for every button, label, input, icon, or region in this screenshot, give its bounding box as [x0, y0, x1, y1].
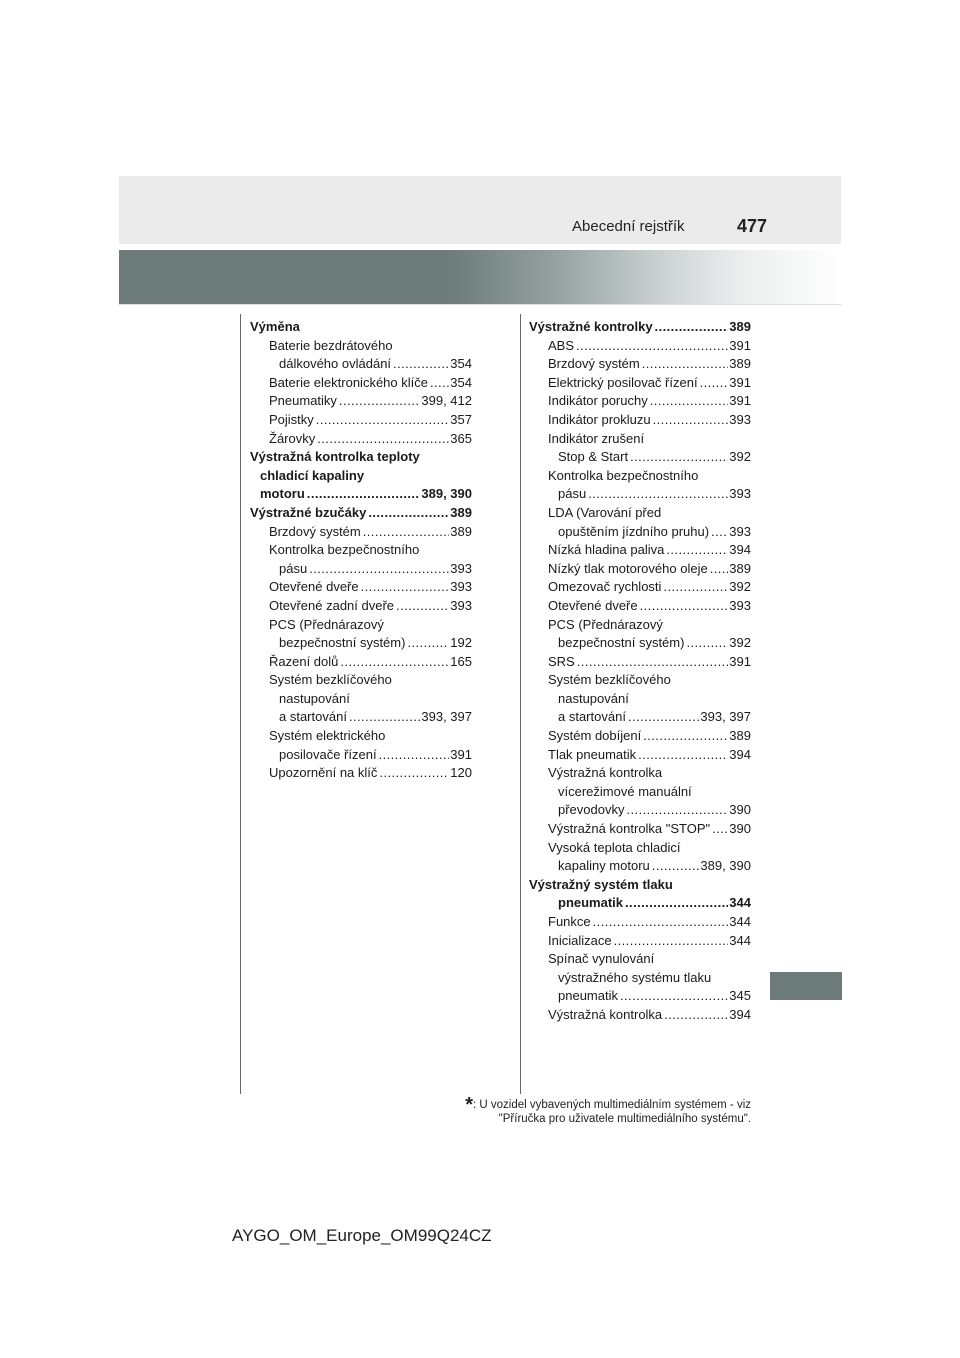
index-entry [250, 448, 472, 467]
index-entry-label: Otevřené dveře . . . [548, 598, 751, 613]
page-number: 477 [737, 216, 768, 236]
index-column-left [250, 318, 472, 783]
index-entry [250, 467, 472, 486]
index-entry [250, 337, 472, 356]
index-entry-page: 354 [449, 355, 472, 374]
index-entry-label: Systém bezklíčového [548, 672, 671, 688]
index-entry-page: 393, 397 [699, 708, 751, 727]
footnote-line-2: "Příručka pro uživatele multimediálního systému". [498, 1113, 751, 1125]
index-entry-page: 393 [449, 578, 472, 597]
index-entry-page: 389 [728, 560, 751, 579]
index-entry [529, 634, 751, 653]
index-entry-label: bezpečnostní systém) . . . [558, 635, 751, 650]
index-entry-page: 357 [449, 411, 472, 430]
index-entry-page: 192 [449, 634, 472, 653]
index-entry-page: 399, 412 [420, 392, 472, 411]
index-entry-label: Upozornění na klíč . . . [269, 765, 472, 780]
index-entry [250, 764, 472, 783]
index-column-right [529, 318, 751, 1025]
index-entry-label: Baterie bezdrátového [269, 337, 393, 353]
index-entry-label: nastupování [279, 690, 350, 706]
index-entry [250, 578, 472, 597]
index-entry-label: Žárovky . . . [269, 431, 472, 446]
index-entry-page: 344 [728, 894, 751, 913]
index-entry-page: 394 [728, 746, 751, 765]
index-entry-page: 354 [449, 374, 472, 393]
index-entry [529, 820, 751, 839]
index-entry-label: opuštěním jízdního pruhu) . . . [558, 524, 751, 539]
index-entry [250, 430, 472, 449]
index-entry [250, 541, 472, 560]
index-entry-label: pásu . . . [279, 561, 472, 576]
index-entry-page: 391 [728, 374, 751, 393]
index-entry [250, 634, 472, 653]
index-entry [250, 318, 472, 337]
index-entry [529, 578, 751, 597]
index-entry-label: Výstražný systém tlaku [529, 876, 673, 892]
index-entry [529, 411, 751, 430]
index-entry [529, 430, 751, 449]
index-entry [250, 746, 472, 765]
index-entry-label: Pneumatiky . . . [269, 393, 472, 408]
index-entry-label: posilovače řízení . . . [279, 747, 472, 762]
index-entry-label: dálkového ovládání . . . [279, 356, 472, 371]
index-entry [529, 708, 751, 727]
index-entry [529, 318, 751, 337]
index-entry-page: 391 [728, 653, 751, 672]
index-entry-page: 393 [728, 411, 751, 430]
index-entry-label: Výstražná kontrolka [548, 765, 663, 781]
index-entry [529, 448, 751, 467]
footnote [465, 1094, 751, 1126]
index-entry-page: 393 [728, 597, 751, 616]
header-gradient-band [119, 250, 841, 304]
index-entry-page: 389 [728, 318, 751, 337]
index-entry-label: Řazení dolů . . . [269, 654, 472, 669]
index-entry-label: Nízká hladina paliva . . . [548, 542, 751, 557]
index-entry-page: 393 [449, 597, 472, 616]
index-entry-label: Funkce . . . [548, 914, 751, 929]
index-entry-label: pneumatik . . . [558, 988, 751, 1003]
index-entry [529, 523, 751, 542]
index-entry-page: 392 [728, 578, 751, 597]
index-entry-label: Stop & Start . . . [558, 449, 751, 464]
document-id: AYGO_OM_Europe_OM99Q24CZ [232, 1226, 492, 1245]
index-entry-label: pásu . . . [558, 486, 751, 501]
index-entry [529, 616, 751, 635]
index-entry-label: převodovky . . . [558, 802, 751, 817]
index-entry-page: 389 [449, 523, 472, 542]
index-entry [529, 485, 751, 504]
index-entry-page: 394 [728, 1006, 751, 1025]
index-entry-label: Nízký tlak motorového oleje . . . [548, 561, 751, 576]
index-entry [529, 839, 751, 858]
index-entry-page: 391 [728, 337, 751, 356]
index-entry [250, 374, 472, 393]
index-entry-label: Inicializace . . . [548, 933, 751, 948]
index-entry [529, 1006, 751, 1025]
index-entry-page: 391 [449, 746, 472, 765]
index-entry-label: Výstražná kontrolka . . . [548, 1007, 751, 1022]
footnote-line-1: : U vozidel vybavených multimediálním systémem - viz [473, 1099, 751, 1111]
index-entry-page: 120 [449, 764, 472, 783]
index-entry-page: 392 [728, 634, 751, 653]
index-entry [250, 727, 472, 746]
index-entry-page: 344 [728, 913, 751, 932]
index-entry [250, 671, 472, 690]
index-entry [529, 950, 751, 969]
index-entry [529, 467, 751, 486]
chapter-tab [770, 972, 842, 1000]
index-entry [529, 337, 751, 356]
header-divider [119, 304, 841, 305]
index-entry [250, 355, 472, 374]
index-entry-page: 390 [728, 801, 751, 820]
index-entry-label: nastupování [558, 690, 629, 706]
index-entry-page: 393 [728, 523, 751, 542]
index-entry [250, 560, 472, 579]
index-entry [529, 560, 751, 579]
index-entry-label: Omezovač rychlosti . . . [548, 579, 751, 594]
index-entry-label: Spínač vynulování [548, 951, 655, 967]
index-entry-label: Pojistky . . . [269, 412, 472, 427]
index-entry-page: 344 [728, 932, 751, 951]
index-entry-label: motoru . . . [260, 486, 472, 501]
index-entry [250, 392, 472, 411]
index-entry-label: Výstražné kontrolky . . . [529, 319, 751, 334]
index-entry [529, 746, 751, 765]
index-entry-label: Výstražná kontrolka teploty [250, 449, 420, 465]
index-entry-label: ABS . . . [548, 338, 751, 353]
index-entry-page: 345 [728, 987, 751, 1006]
footnote-marker: * [465, 1094, 473, 1116]
index-entry-label: Systém bezklíčového [269, 672, 392, 688]
index-entry-page: 391 [728, 392, 751, 411]
column-rule-left [240, 314, 241, 1094]
index-entry-label: Otevřené zadní dveře . . . [269, 598, 472, 613]
index-entry-page: 390 [728, 820, 751, 839]
index-entry-label: PCS (Přednárazový [548, 616, 663, 632]
index-entry [529, 969, 751, 988]
index-entry [529, 597, 751, 616]
index-entry-page: 394 [728, 541, 751, 560]
index-entry [529, 504, 751, 523]
index-entry [529, 857, 751, 876]
index-entry [529, 727, 751, 746]
index-entry-page: 389 [449, 504, 472, 523]
index-entry-label: bezpečnostní systém) . . . [279, 635, 472, 650]
index-entry [529, 783, 751, 802]
index-entry [529, 801, 751, 820]
index-entry [250, 653, 472, 672]
index-entry [529, 653, 751, 672]
index-entry [529, 932, 751, 951]
index-entry-page: 389, 390 [420, 485, 472, 504]
section-title: Abecední rejstřík [572, 218, 685, 235]
index-entry-page: 165 [449, 653, 472, 672]
index-entry-label: Kontrolka bezpečnostního [269, 542, 420, 558]
index-entry-label: Výstražná kontrolka "STOP" . . . [548, 821, 751, 836]
index-entry-label: chladicí kapaliny [260, 467, 365, 483]
index-entry-label: Vysoká teplota chladicí [548, 839, 681, 855]
index-entry-label: a startování . . . [279, 709, 472, 724]
index-entry [250, 690, 472, 709]
index-entry-label: a startování . . . [558, 709, 751, 724]
index-entry-page: 389, 390 [699, 857, 751, 876]
index-entry-label: Systém elektrického [269, 728, 386, 744]
index-entry-label: Kontrolka bezpečnostního [548, 467, 699, 483]
index-entry-label: Otevřené dveře . . . [269, 579, 472, 594]
index-entry [529, 987, 751, 1006]
index-entry-label: Výstražné bzučáky . . . [250, 505, 472, 520]
index-entry-label: Výměna [250, 319, 300, 334]
index-entry-page: 389 [728, 727, 751, 746]
index-entry-label: Tlak pneumatik . . . [548, 747, 751, 762]
index-entry [529, 541, 751, 560]
index-entry [529, 913, 751, 932]
index-entry [529, 764, 751, 783]
index-entry-label: Indikátor poruchy . . . [548, 393, 751, 408]
index-entry [250, 485, 472, 504]
index-entry-label: PCS (Přednárazový [269, 616, 384, 632]
index-entry-page: 392 [728, 448, 751, 467]
index-entry-label: SRS . . . [548, 654, 751, 669]
index-entry-label: Systém dobíjení . . . [548, 728, 751, 743]
index-entry [529, 374, 751, 393]
index-entry [250, 523, 472, 542]
index-entry-label: Elektrický posilovač řízení . . . [548, 375, 751, 390]
index-entry [250, 616, 472, 635]
index-entry-page: 393 [449, 560, 472, 579]
index-entry-label: Brzdový systém . . . [548, 356, 751, 371]
index-entry-label: výstražného systému tlaku [558, 969, 712, 985]
index-entry-page: 389 [728, 355, 751, 374]
index-entry [250, 411, 472, 430]
index-entry [529, 690, 751, 709]
header-bar [119, 176, 841, 244]
index-entry-page: 393, 397 [420, 708, 472, 727]
index-entry [529, 894, 751, 913]
index-entry [529, 392, 751, 411]
index-entry [529, 671, 751, 690]
index-entry [529, 355, 751, 374]
index-entry-label: vícerežimové manuální [558, 783, 692, 799]
index-entry-label: LDA (Varování před [548, 504, 662, 520]
index-entry-label: Baterie elektronického klíče . . . [269, 375, 472, 390]
index-entry-label: Indikátor zrušení [548, 430, 645, 446]
index-entry [250, 504, 472, 523]
index-entry [250, 708, 472, 727]
index-entry-page: 365 [449, 430, 472, 449]
index-entry-label: pneumatik . . . [558, 895, 751, 910]
index-entry [529, 876, 751, 895]
index-entry-page: 393 [728, 485, 751, 504]
index-entry-label: kapaliny motoru . . . [558, 858, 751, 873]
column-rule-middle [520, 314, 521, 1094]
index-entry [250, 597, 472, 616]
index-entry-label: Indikátor prokluzu . . . [548, 412, 751, 427]
index-entry-label: Brzdový systém . . . [269, 524, 472, 539]
